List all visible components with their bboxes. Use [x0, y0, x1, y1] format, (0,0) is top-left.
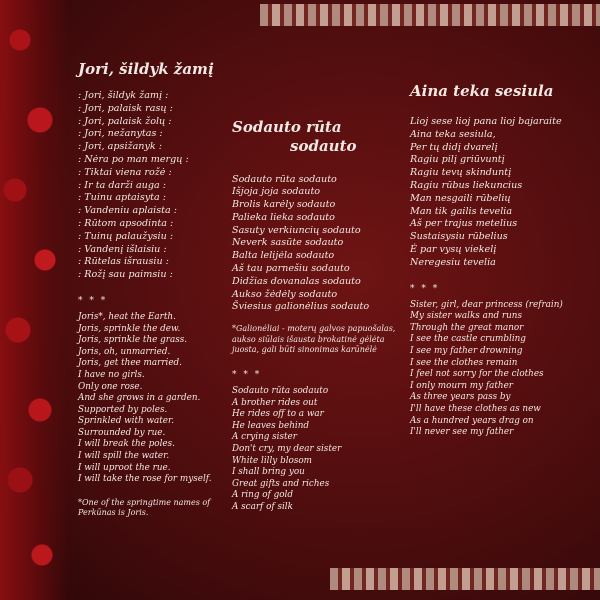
song-title: Jori, šildyk žamį	[78, 60, 214, 78]
translation-line: Joris, get thee married.	[78, 358, 182, 369]
lyric-line: : Vandenį išlaisiu :	[78, 243, 167, 255]
translation-line: A ring of gold	[232, 490, 293, 501]
lyrics-english	[410, 300, 595, 439]
lyric-line: Ragiu pilį griūvuntį	[410, 154, 505, 166]
translation-line: A brother rides out	[232, 397, 318, 408]
lyrics-original	[410, 116, 595, 270]
translation-line: Only one rose.	[78, 381, 143, 392]
translation-line: Don't cry, my dear sister	[232, 444, 342, 455]
song-title-line-1: Sodauto rūta	[232, 118, 342, 136]
lyrics-english	[232, 386, 410, 514]
lyric-line: Lioj sese lioj pana lioj bajaraite	[410, 116, 562, 127]
translation-line: As a hundred years drag on	[410, 415, 534, 426]
translation-line: I'll have these clothes as new	[410, 403, 541, 414]
translation-line: Surrounded by rue.	[78, 427, 166, 438]
translation-line: I will spill the water.	[78, 451, 170, 462]
footnote: *One of the springtime names of Perkūnas is Joris.	[78, 497, 211, 518]
lyric-line: : Tuinu aptaisyta :	[78, 192, 167, 204]
translation-line: I have no girls.	[78, 369, 145, 380]
lyric-line: : Rožį sau paimsiu :	[78, 269, 173, 281]
lyric-line: Man nesgaili rūbelių	[410, 192, 511, 204]
lyric-line: Brolis karėly sodauto	[232, 199, 336, 211]
song-title-line-2: sodauto	[290, 136, 357, 155]
translation-line: Supported by poles.	[78, 404, 168, 415]
lyric-line: : Tiktai viena rožė :	[78, 166, 172, 178]
lyric-line: Didžias dovanalas sodauto	[232, 275, 361, 287]
lyric-line: Aina teka sesiula,	[410, 128, 496, 140]
translation-line: I will take the rose for myself.	[78, 474, 212, 485]
lyric-line: : Jori, palaisk rasų :	[78, 102, 173, 114]
translation-line: As three years pass by	[410, 392, 511, 403]
lyric-line: Aš tau parnešiu sodauto	[232, 263, 350, 275]
translation-line: A scarf of silk	[232, 501, 293, 512]
lyric-line: Aš per trajus metelius	[410, 218, 518, 230]
translation-line: Joris, sprinkle the dew.	[78, 323, 181, 334]
lyric-line: : Jori, apsižanyk :	[78, 141, 162, 153]
song-title	[232, 118, 410, 156]
translation-line: He leaves behind	[232, 420, 310, 431]
translation-line: I will uproot the rue.	[78, 462, 171, 473]
lyric-line: : Jori, palaisk žolų :	[78, 115, 172, 127]
lyric-line: : Vandeniu aplaista :	[78, 205, 178, 217]
song-title: Aina teka sesiula	[410, 82, 554, 100]
translation-line: I will break the poles.	[78, 439, 175, 450]
translation-line: Sister, girl, dear princess (refrain)	[410, 299, 563, 310]
section-divider: * * *	[410, 283, 440, 294]
lyric-line: : Rūtom apsodinta :	[78, 217, 174, 229]
lyric-line: Per tų didį dvarelį	[410, 141, 498, 153]
translation-line: He rides off to a war	[232, 409, 324, 420]
lyric-line: Palieka lieka sodauto	[232, 211, 335, 223]
lyric-line: Aukso žėdėly sodauto	[232, 288, 338, 300]
lyric-line: Neregesiu tevelia	[410, 256, 496, 268]
lyric-line: : Nėra po man mergų :	[78, 153, 189, 165]
translation-line: Sodauto rūta sodauto	[232, 386, 329, 397]
section-divider: * * *	[232, 370, 262, 381]
lyric-line: Sasuty verkiuncių sodauto	[232, 224, 361, 236]
lyrics-english	[78, 312, 228, 486]
translation-line: Joris, sprinkle the grass.	[78, 335, 188, 346]
translation-line: And she grows in a garden.	[78, 393, 201, 404]
lyric-line: : Rūtelas išrausiu :	[78, 256, 169, 268]
ornament-band-bottom	[330, 568, 600, 590]
lyrics-original	[232, 174, 410, 315]
song-column-1	[78, 60, 228, 519]
translation-line: I only mourn my father	[410, 380, 514, 391]
translation-line: I shall bring you	[232, 467, 305, 478]
lyric-line: Balta lelijėla sodauto	[232, 250, 335, 262]
lyric-line: : Ir ta darži auga :	[78, 179, 166, 191]
lyric-line: Šviesius galionėlius sodauto	[232, 301, 370, 313]
lyric-line: Neverk sasūte sodauto	[232, 237, 344, 249]
lyric-line: Ragiu rūbus liekuncius	[410, 179, 523, 191]
lyric-line: : Jori, nežanytas :	[78, 128, 163, 140]
lyric-line: Sodauto rūta sodauto	[232, 173, 337, 185]
footnote: *Galionėliai - moterų galvos papuošalas, aukso siūlais išausta brokatinė gėlėta juosta, gali būti sinonimas karūnėlė	[232, 324, 396, 355]
translation-line: My sister walks and runs	[410, 311, 522, 322]
translation-line: Great gifts and riches	[232, 478, 330, 489]
lyric-line: Man tik gailis tevelia	[410, 205, 513, 217]
translation-line: Joris*, heat the Earth.	[78, 311, 176, 322]
translation-line: I see my father drowning	[410, 345, 523, 356]
translation-line: White lilly blosom	[232, 455, 312, 466]
lyric-line: Sustaisysiu rūbelius	[410, 231, 508, 243]
translation-line: I'll never see my father	[410, 427, 514, 438]
translation-line: I see the castle crumbling	[410, 334, 526, 345]
translation-line: A crying sister	[232, 432, 297, 443]
song-column-3	[410, 82, 595, 439]
lyric-line: Išjoja joja sodauto	[232, 186, 321, 198]
lyrics-original	[78, 90, 228, 282]
foliage-border	[0, 0, 70, 600]
lyric-line: : Jori, šildyk žamį :	[78, 90, 169, 101]
translation-line: Through the great manor	[410, 322, 524, 333]
lyric-line: Ė par vysų viekelį	[410, 243, 497, 255]
translation-line: I feel not sorry for the clothes	[410, 369, 544, 380]
translation-line: I see the clothes remain	[410, 357, 518, 368]
translation-line: Sprinkled with water.	[78, 416, 175, 427]
ornament-band-top	[260, 4, 600, 26]
lyric-line: Ragiu tevų skinduntį	[410, 167, 512, 179]
song-column-2	[232, 118, 410, 514]
lyric-line: : Tuinų palaužysiu :	[78, 230, 174, 242]
section-divider: * * *	[78, 295, 108, 306]
translation-line: Joris, oh, unmarried.	[78, 346, 171, 357]
